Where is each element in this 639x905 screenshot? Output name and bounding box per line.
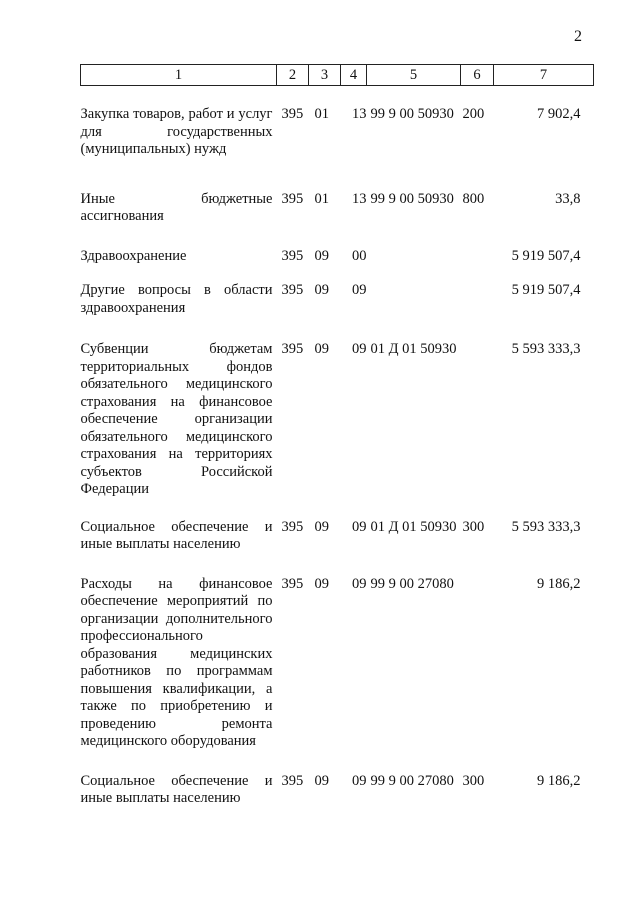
row-code-2: 395 (281, 518, 304, 535)
row-code-5: 01 Д 01 50930 (370, 518, 457, 535)
row-name: Иные бюджетные ассигнования (80, 190, 273, 224)
row-name: Закупка товаров, работ и услуг для государственных (муниципальных) нужд (80, 106, 273, 157)
row-code-2: 395 (281, 772, 304, 789)
row-amount: 7 902,4 (537, 106, 581, 122)
row-name: Другие вопросы в области здравоохранения (80, 282, 273, 316)
row-name: Расходы на финансовое обеспечение мероприятий по организации дополнительного профессионального образования медицинских работников по программам повышения квалификации, а также по приобретению и проведению ремонта медицинского оборудования (80, 575, 273, 749)
table-row (81, 341, 594, 499)
table-row (81, 282, 594, 317)
header-col-1: 1 (81, 65, 277, 86)
row-amount: 5 593 333,3 (511, 341, 581, 357)
row-code-6: 800 (462, 190, 485, 207)
row-code-2: 395 (281, 106, 304, 122)
table-header (81, 65, 594, 86)
table-row (81, 106, 594, 159)
row-code-6: 300 (462, 772, 485, 789)
row-amount: 5 919 507,4 (511, 247, 581, 264)
budget-table (80, 64, 594, 808)
row-code-4: 13 (352, 190, 367, 207)
table-row (81, 248, 594, 266)
header-col-4: 4 (341, 65, 367, 86)
row-code-4: 00 (352, 247, 367, 264)
row-code-5: 01 Д 01 50930 (370, 341, 457, 357)
header-col-6: 6 (461, 65, 494, 86)
row-amount: 5 919 507,4 (511, 282, 581, 298)
row-name: Социальное обеспечение и иные выплаты населению (80, 772, 273, 806)
row-code-4: 13 (352, 106, 367, 122)
row-code-2: 395 (281, 341, 304, 357)
header-col-7: 7 (494, 65, 594, 86)
row-code-3: 01 (314, 106, 329, 122)
row-name: Социальное обеспечение и иные выплаты населению (80, 518, 273, 552)
row-code-3: 09 (314, 772, 329, 789)
row-name: Субвенции бюджетам территориальных фондов обязательного медицинского страхования на финансовое обеспечение организации обязательного медицинского страхования на территориях субъектов Российской Федерации (80, 341, 273, 497)
row-code-3: 09 (314, 247, 329, 264)
header-col-3: 3 (309, 65, 341, 86)
row-amount: 33,8 (555, 190, 581, 207)
row-name: Здравоохранение (80, 247, 187, 264)
row-code-3: 09 (314, 575, 329, 592)
row-code-6 (461, 282, 494, 317)
row-amount: 9 186,2 (537, 772, 581, 789)
table-body (81, 86, 594, 808)
row-code-6 (461, 248, 494, 266)
row-code-4: 09 (352, 282, 367, 298)
row-code-4: 09 (352, 575, 367, 592)
row-code-4: 09 (352, 341, 367, 357)
row-code-6 (461, 576, 494, 751)
row-code-6: 200 (462, 106, 485, 122)
row-code-2: 395 (281, 190, 304, 207)
row-code-6: 300 (462, 518, 485, 535)
row-code-3: 09 (314, 341, 329, 357)
row-code-3: 01 (314, 190, 329, 207)
table-row (81, 191, 594, 226)
row-code-5: 99 9 00 27080 (370, 575, 454, 592)
header-col-5: 5 (367, 65, 461, 86)
row-code-2: 395 (281, 575, 304, 592)
row-code-5: 99 9 00 50930 (370, 106, 454, 122)
table-row (81, 519, 594, 554)
row-code-5: 99 9 00 50930 (370, 190, 454, 207)
row-code-2: 395 (281, 282, 304, 298)
row-code-6 (461, 341, 494, 499)
row-code-3: 09 (314, 282, 329, 298)
row-code-5 (367, 248, 461, 266)
row-code-4: 09 (352, 518, 367, 535)
row-code-5 (367, 282, 461, 317)
row-code-3: 09 (314, 518, 329, 535)
table-row (81, 576, 594, 751)
row-code-4: 09 (352, 772, 367, 789)
row-code-2: 395 (281, 247, 304, 264)
row-code-5: 99 9 00 27080 (370, 772, 454, 789)
row-amount: 9 186,2 (537, 575, 581, 592)
table-row (81, 773, 594, 808)
header-col-2: 2 (277, 65, 309, 86)
row-amount: 5 593 333,3 (511, 518, 581, 535)
page-number: 2 (574, 28, 582, 45)
